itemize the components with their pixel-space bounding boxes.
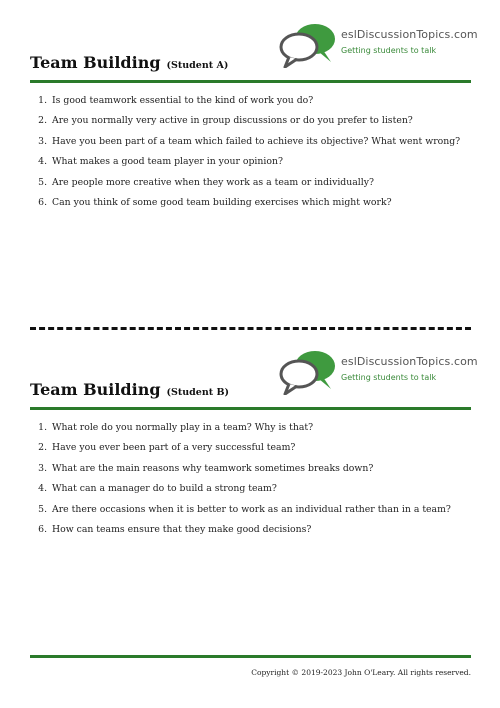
footer-rule [30,655,471,658]
site-name: eslDiscussionTopics.com [341,28,478,41]
student-label: (Student A) [166,60,229,71]
section-header [30,22,478,72]
header-rule [30,80,471,83]
question-item: 3. What are the main reasons why teamwork sometimes breaks down? [50,463,471,475]
question-item: 4. What can a manager do to build a strong team? [50,483,471,495]
question-item: 3. Have you been part of a team which failed to achieve its objective? What went wrong? [50,136,471,148]
question-item: 6. Can you think of some good team building exercises which might work? [50,197,471,209]
site-logo [279,349,478,395]
copyright-notice: Copyright © 2019-2023 John O'Leary. All rights reserved. [251,668,471,677]
question-item: 1. Is good teamwork essential to the kind of work you do? [50,95,471,107]
question-item: 2. Have you ever been part of a very successful team? [50,442,471,454]
question-item: 4. What makes a good team player in your opinion? [50,156,471,168]
site-name: eslDiscussionTopics.com [341,355,478,368]
cut-line-divider [30,327,471,330]
question-item: 2. Are you normally very active in group discussions or do you prefer to listen? [50,115,471,127]
question-item: 5. Are there occasions when it is better to work as an individual rather than in a team? [50,504,471,516]
student-label: (Student B) [166,387,229,398]
title-text: Team Building [30,53,161,72]
site-tagline: Getting students to talk [341,373,437,382]
page-title [30,53,228,72]
section-header [30,349,478,399]
question-item: 1. What role do you normally play in a team? Why is that? [50,422,471,434]
section-student-b [30,349,478,544]
page-title [30,380,229,399]
title-text: Team Building [30,380,161,399]
speech-bubbles-icon [279,349,339,395]
question-list-b [30,422,471,536]
speech-bubbles-icon [279,22,339,68]
question-item: 5. Are people more creative when they work as a team or individually? [50,177,471,189]
site-tagline: Getting students to talk [341,46,437,55]
question-list-a [30,95,471,209]
question-item: 6. How can teams ensure that they make good decisions? [50,524,471,536]
site-logo [279,22,478,68]
section-student-a [30,22,478,217]
header-rule [30,407,471,410]
